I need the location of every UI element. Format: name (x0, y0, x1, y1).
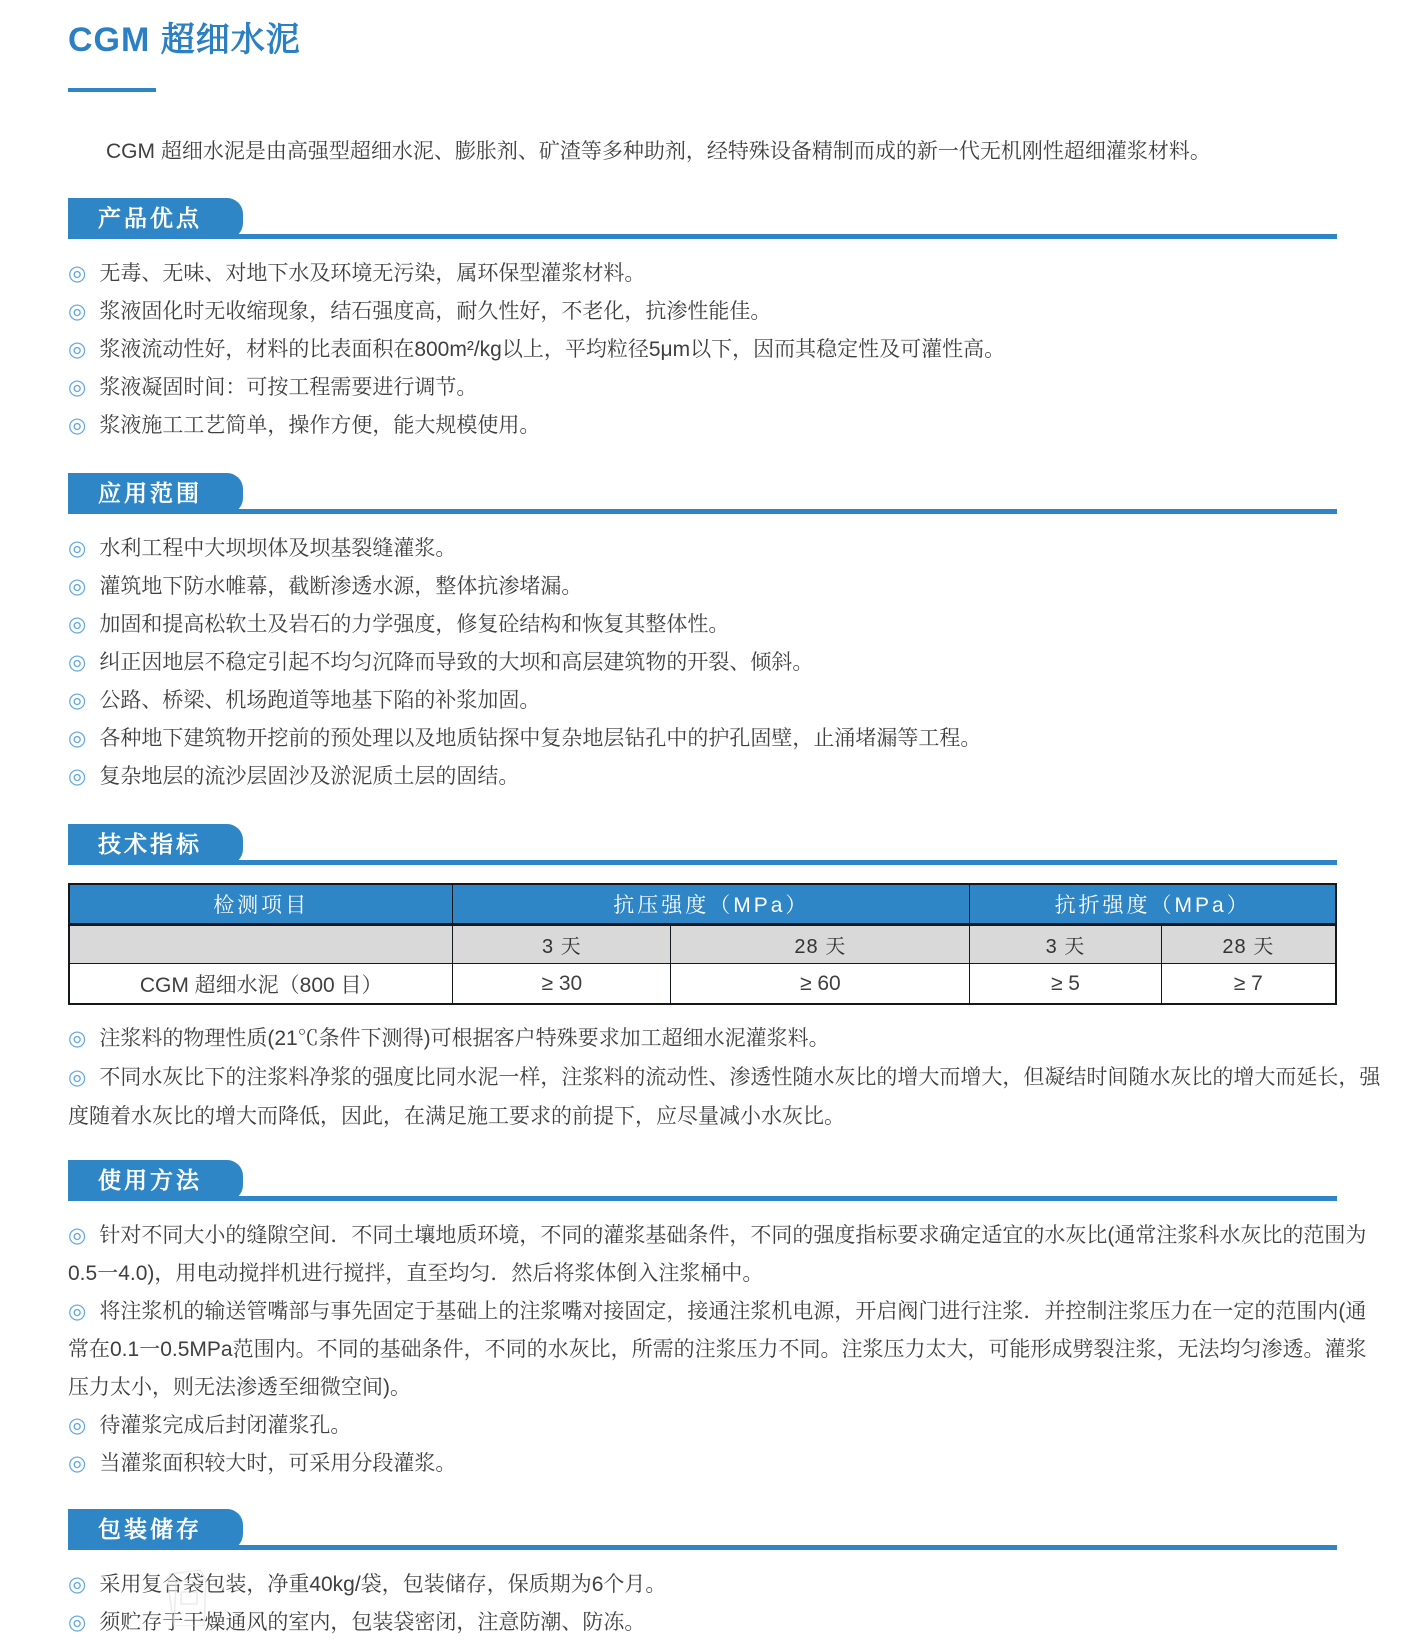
bullseye-bullet-icon: ◎ (68, 1452, 87, 1475)
section-badge-applications: 应用范围 (68, 473, 243, 514)
list-item-text: 各种地下建筑物开挖前的预处理以及地质钻探中复杂地层钻孔中的护孔固壁，止涌堵漏等工程。 (99, 727, 982, 750)
list-item-text: 针对不同大小的缝隙空间．不同土壤地质环境，不同的灌浆基础条件，不同的强度指标要求确定适宜的水灰比(通常注浆科水灰比的范围为0.5一4.0)，用电动搅拌机进行搅拌，直至均匀．然后将浆体倒入注浆桶中。 (68, 1224, 1367, 1285)
list-item (68, 293, 1384, 331)
specs-col-compressive-header: 抗压强度（MPa） (453, 884, 970, 925)
usage-list (68, 1217, 1384, 1483)
list-item-text: 将注浆机的输送管嘴部与事先固定于基础上的注浆嘴对接固定，接通注浆机电源，开启阀门进行注浆．并控制注浆压力在一定的范围内(通常在0.1一0.5MPa范围内。不同的基础条件，不同的水灰比，所需的注浆压力不同。注浆压力太大，可能形成劈裂注浆，无法均匀渗透。灌浆压力太小，则无法渗透至细微空间)。 (68, 1300, 1367, 1399)
section-badge-storage: 包装储存 (68, 1509, 243, 1550)
section-advantages (68, 198, 1384, 445)
specs-value-flexural-28d: ≥ 7 (1161, 964, 1336, 1005)
bullseye-bullet-icon: ◎ (68, 1573, 87, 1596)
bullseye-bullet-icon: ◎ (68, 1611, 87, 1634)
note-item (68, 1058, 1384, 1136)
section-heading-row (68, 1509, 1384, 1555)
list-item (68, 530, 1384, 568)
bullseye-bullet-icon: ◎ (68, 613, 87, 636)
specs-subheader-empty-cell (69, 925, 453, 964)
bullseye-bullet-icon: ◎ (68, 689, 87, 712)
specs-subheader-28d: 28 天 (1161, 925, 1336, 964)
section-heading-row (68, 1160, 1384, 1206)
list-item-text: 采用复合袋包装，净重40kg/袋，包装储存，保质期为6个月。 (99, 1573, 667, 1596)
section-badge-specs: 技术指标 (68, 824, 243, 865)
list-item-text: 灌筑地下防水帷幕，截断渗透水源，整体抗渗堵漏。 (99, 575, 583, 598)
list-item (68, 255, 1384, 293)
list-item-text: 浆液施工工艺简单，操作方便，能大规模使用。 (99, 414, 541, 437)
list-item (68, 331, 1384, 369)
list-item-text: 纠正因地层不稳定引起不均匀沉降而导致的大坝和高层建筑物的开裂、倾斜。 (99, 651, 814, 674)
specs-table (68, 883, 1337, 1005)
list-item (68, 568, 1384, 606)
section-storage (68, 1509, 1384, 1642)
section-usage (68, 1160, 1384, 1483)
bullseye-bullet-icon: ◎ (68, 376, 87, 399)
list-item-text: 水利工程中大坝坝体及坝基裂缝灌浆。 (99, 537, 457, 560)
bullseye-bullet-icon: ◎ (68, 338, 87, 361)
specs-table-header-row (69, 884, 1336, 925)
list-item (68, 1407, 1384, 1445)
storage-list (68, 1566, 1384, 1642)
specs-col-item-header: 检测项目 (69, 884, 453, 925)
section-applications (68, 473, 1384, 796)
section-badge-usage: 使用方法 (68, 1160, 243, 1201)
specs-table-subheader-row (69, 925, 1336, 964)
list-item-text: 加固和提高松软土及岩石的力学强度，修复砼结构和恢复其整体性。 (99, 613, 730, 636)
list-item-text: 须贮存于干燥通风的室内，包装袋密闭，注意防潮、防冻。 (99, 1611, 646, 1634)
list-item (68, 1604, 1384, 1642)
section-divider-line (68, 1196, 1337, 1201)
applications-list (68, 530, 1384, 796)
bullseye-bullet-icon: ◎ (68, 575, 87, 598)
note-item (68, 1019, 1384, 1058)
section-divider-line (68, 1545, 1337, 1550)
list-item-text: 复杂地层的流沙层固沙及淤泥质土层的固结。 (99, 765, 520, 788)
section-specs (68, 824, 1384, 1136)
section-divider-line (68, 509, 1337, 514)
list-item-text: 浆液固化时无收缩现象，结石强度高，耐久性好，不老化，抗渗性能佳。 (99, 300, 772, 323)
specs-row-label: CGM 超细水泥（800 目） (69, 964, 453, 1005)
specs-notes (68, 1019, 1384, 1136)
list-item (68, 720, 1384, 758)
list-item (68, 407, 1384, 445)
specs-subheader-28d: 28 天 (671, 925, 970, 964)
list-item (68, 606, 1384, 644)
section-divider-line (68, 234, 1337, 239)
specs-value-flexural-3d: ≥ 5 (970, 964, 1161, 1005)
bullseye-bullet-icon: ◎ (68, 1066, 87, 1089)
note-text: 注浆料的物理性质(21℃条件下测得)可根据客户特殊要求加工超细水泥灌浆料。 (99, 1027, 830, 1050)
bullseye-bullet-icon: ◎ (68, 1224, 87, 1247)
cement-bag-ghost-image (148, 1566, 228, 1631)
list-item-text: 浆液流动性好，材料的比表面积在800m²/kg以上，平均粒径5μm以下，因而其稳定性及可灌性高。 (99, 338, 1006, 361)
bullseye-bullet-icon: ◎ (68, 262, 87, 285)
list-item-text: 当灌浆面积较大时，可采用分段灌浆。 (99, 1452, 457, 1475)
intro-paragraph: CGM 超细水泥是由高强型超细水泥、膨胀剂、矿渣等多种助剂，经特殊设备精制而成的新一代无机刚性超细灌浆材料。 (106, 140, 1211, 163)
specs-subheader-3d: 3 天 (970, 925, 1161, 964)
list-item (68, 1566, 1384, 1604)
specs-table-data-row (69, 964, 1336, 1005)
note-text: 不同水灰比下的注浆料净浆的强度比同水泥一样，注浆料的流动性、渗透性随水灰比的增大而增大，但凝结时间随水灰比的增大而延长，强度随着水灰比的增大而降低，因此，在满足施工要求的前提下，应尽量减小水灰比。 (68, 1066, 1381, 1128)
title-underline (68, 88, 156, 92)
list-item (68, 1293, 1384, 1407)
bullseye-bullet-icon: ◎ (68, 1414, 87, 1437)
section-heading-row (68, 824, 1384, 870)
bullseye-bullet-icon: ◎ (68, 1027, 87, 1050)
specs-subheader-3d: 3 天 (453, 925, 671, 964)
bullseye-bullet-icon: ◎ (68, 537, 87, 560)
bullseye-bullet-icon: ◎ (68, 1300, 87, 1323)
specs-col-flexural-header: 抗折强度（MPa） (970, 884, 1336, 925)
list-item (68, 369, 1384, 407)
list-item-text: 无毒、无味、对地下水及环境无污染，属环保型灌浆材料。 (99, 262, 646, 285)
bullseye-bullet-icon: ◎ (68, 414, 87, 437)
section-divider-line (68, 860, 1337, 865)
bullseye-bullet-icon: ◎ (68, 300, 87, 323)
bullseye-bullet-icon: ◎ (68, 727, 87, 750)
list-item (68, 758, 1384, 796)
section-heading-row (68, 198, 1384, 244)
specs-value-compressive-3d: ≥ 30 (453, 964, 671, 1005)
list-item (68, 1217, 1384, 1293)
advantages-list (68, 255, 1384, 445)
bullseye-bullet-icon: ◎ (68, 651, 87, 674)
list-item-text: 浆液凝固时间：可按工程需要进行调节。 (99, 376, 478, 399)
bullseye-bullet-icon: ◎ (68, 765, 87, 788)
list-item-text: 待灌浆完成后封闭灌浆孔。 (99, 1414, 352, 1437)
specs-value-compressive-28d: ≥ 60 (671, 964, 970, 1005)
list-item (68, 682, 1384, 720)
page-title: CGM 超细水泥 (68, 21, 301, 59)
section-heading-row (68, 473, 1384, 519)
list-item-text: 公路、桥梁、机场跑道等地基下陷的补浆加固。 (99, 689, 541, 712)
section-badge-advantages: 产品优点 (68, 198, 243, 239)
list-item (68, 644, 1384, 682)
list-item (68, 1445, 1384, 1483)
